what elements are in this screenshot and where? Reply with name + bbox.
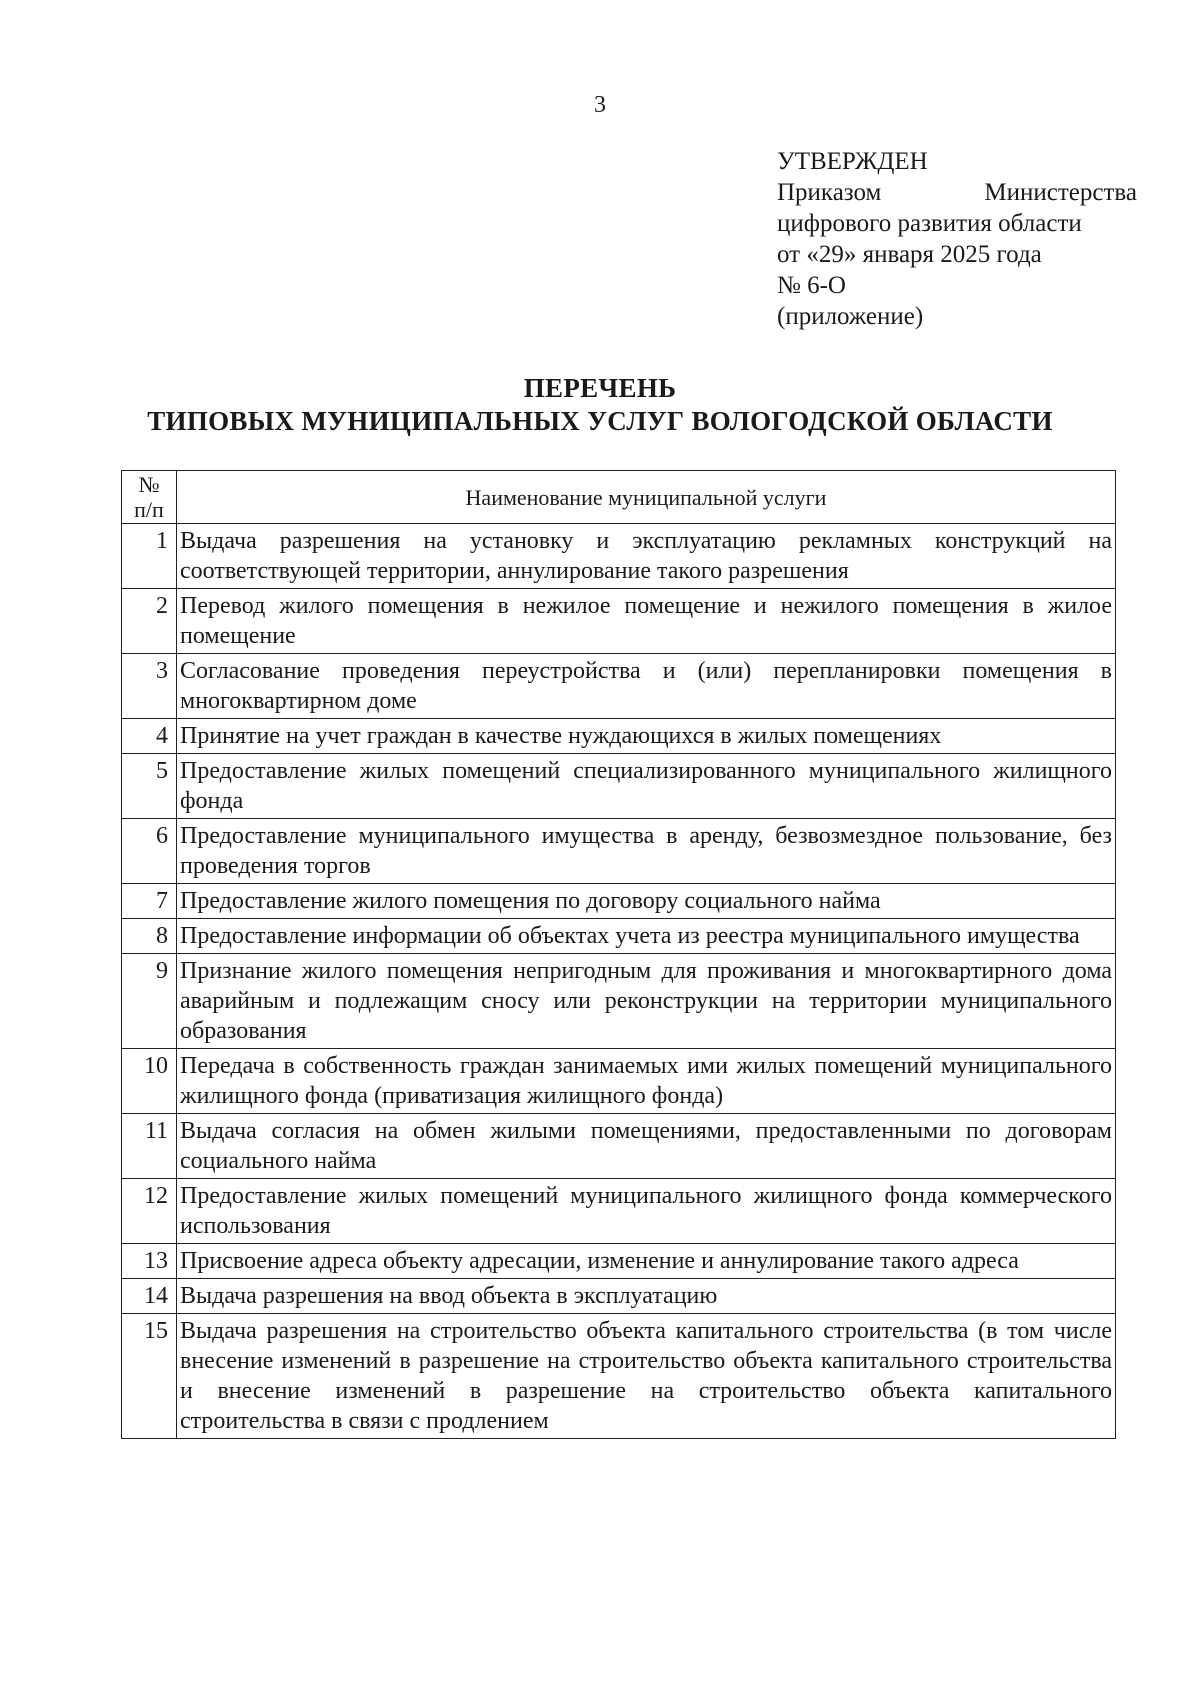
service-name: Выдача разрешения на установку и эксплуатацию рекламных конструкций на соответствующей территории, аннулирование такого разрешения: [177, 524, 1116, 589]
row-number: 4: [122, 719, 177, 754]
service-name: Предоставление муниципального имущества в аренду, безвозмездное пользование, без проведения торгов: [177, 819, 1116, 884]
approval-heading: УТВЕРЖДЕН: [777, 148, 928, 175]
row-number: 8: [122, 919, 177, 954]
service-name: Признание жилого помещения непригодным для проживания и многоквартирного дома аварийным и подлежащим сносу или реконструкции на территории муниципального образования: [177, 954, 1116, 1049]
row-number: 5: [122, 754, 177, 819]
header-number: [122, 471, 177, 524]
approval-stamp: [777, 146, 1137, 332]
table-row: [122, 719, 1116, 754]
row-number: 13: [122, 1244, 177, 1279]
service-name: Выдача согласия на обмен жилыми помещениями, предоставленными по договорам социального найма: [177, 1114, 1116, 1179]
header-number-symbol: №: [138, 472, 160, 497]
table-row: [122, 919, 1116, 954]
row-number: 11: [122, 1114, 177, 1179]
service-name: Предоставление информации об объектах учета из реестра муниципального имущества: [177, 919, 1116, 954]
table-row: [122, 1179, 1116, 1244]
table-row: [122, 1279, 1116, 1314]
approval-order-word: Приказом: [777, 179, 882, 206]
table-row: [122, 954, 1116, 1049]
row-number: 9: [122, 954, 177, 1049]
row-number: 10: [122, 1049, 177, 1114]
header-number-abbr: п/п: [134, 497, 164, 522]
approval-ministry-word: Министерства: [984, 179, 1137, 206]
service-name: Предоставление жилого помещения по договору социального найма: [177, 884, 1116, 919]
service-name: Выдача разрешения на ввод объекта в эксплуатацию: [177, 1279, 1116, 1314]
approval-date: от «29» января 2025 года: [777, 241, 1042, 268]
service-name: Предоставление жилых помещений муниципального жилищного фонда коммерческого использования: [177, 1179, 1116, 1244]
title-line-2: ТИПОВЫХ МУНИЦИПАЛЬНЫХ УСЛУГ ВОЛОГОДСКОЙ ОБЛАСТИ: [147, 406, 1053, 436]
document-title: [0, 372, 1200, 438]
table-row: [122, 754, 1116, 819]
row-number: 3: [122, 654, 177, 719]
table-row: [122, 524, 1116, 589]
row-number: 7: [122, 884, 177, 919]
row-number: 14: [122, 1279, 177, 1314]
row-number: 12: [122, 1179, 177, 1244]
approval-appendix-note: (приложение): [777, 303, 924, 330]
row-number: 1: [122, 524, 177, 589]
service-name: Перевод жилого помещения в нежилое помещение и нежилого помещения в жилое помещение: [177, 589, 1116, 654]
table-row: [122, 1049, 1116, 1114]
row-number: 2: [122, 589, 177, 654]
approval-order-line: [777, 177, 1137, 208]
row-number: 15: [122, 1314, 177, 1439]
service-name: Передача в собственность граждан занимаемых ими жилых помещений муниципального жилищного фонда (приватизация жилищного фонда): [177, 1049, 1116, 1114]
service-name: Выдача разрешения на строительство объекта капитального строительства (в том числе внесение изменений в разрешение на строительство объекта капитального строительства и внесение изменений в разрешение на строительство объекта капитального строительства в связи с продлением: [177, 1314, 1116, 1439]
approval-ministry-name: цифрового развития области: [777, 210, 1082, 237]
table-row: [122, 1114, 1116, 1179]
service-name: Предоставление жилых помещений специализированного муниципального жилищного фонда: [177, 754, 1116, 819]
table-row: [122, 589, 1116, 654]
table-row: [122, 1244, 1116, 1279]
table-row: [122, 884, 1116, 919]
table-row: [122, 1314, 1116, 1439]
table-row: [122, 654, 1116, 719]
service-name: Принятие на учет граждан в качестве нуждающихся в жилых помещениях: [177, 719, 1116, 754]
service-name: Присвоение адреса объекту адресации, изменение и аннулирование такого адреса: [177, 1244, 1116, 1279]
header-service-name: Наименование муниципальной услуги: [177, 471, 1116, 524]
title-line-1: ПЕРЕЧЕНЬ: [523, 373, 677, 403]
table-header-row: [122, 471, 1116, 524]
page-number: 3: [594, 92, 606, 118]
services-table: [121, 470, 1116, 1439]
table-row: [122, 819, 1116, 884]
service-name: Согласование проведения переустройства и (или) перепланировки помещения в многоквартирном доме: [177, 654, 1116, 719]
approval-order-number: № 6-О: [777, 272, 846, 299]
row-number: 6: [122, 819, 177, 884]
